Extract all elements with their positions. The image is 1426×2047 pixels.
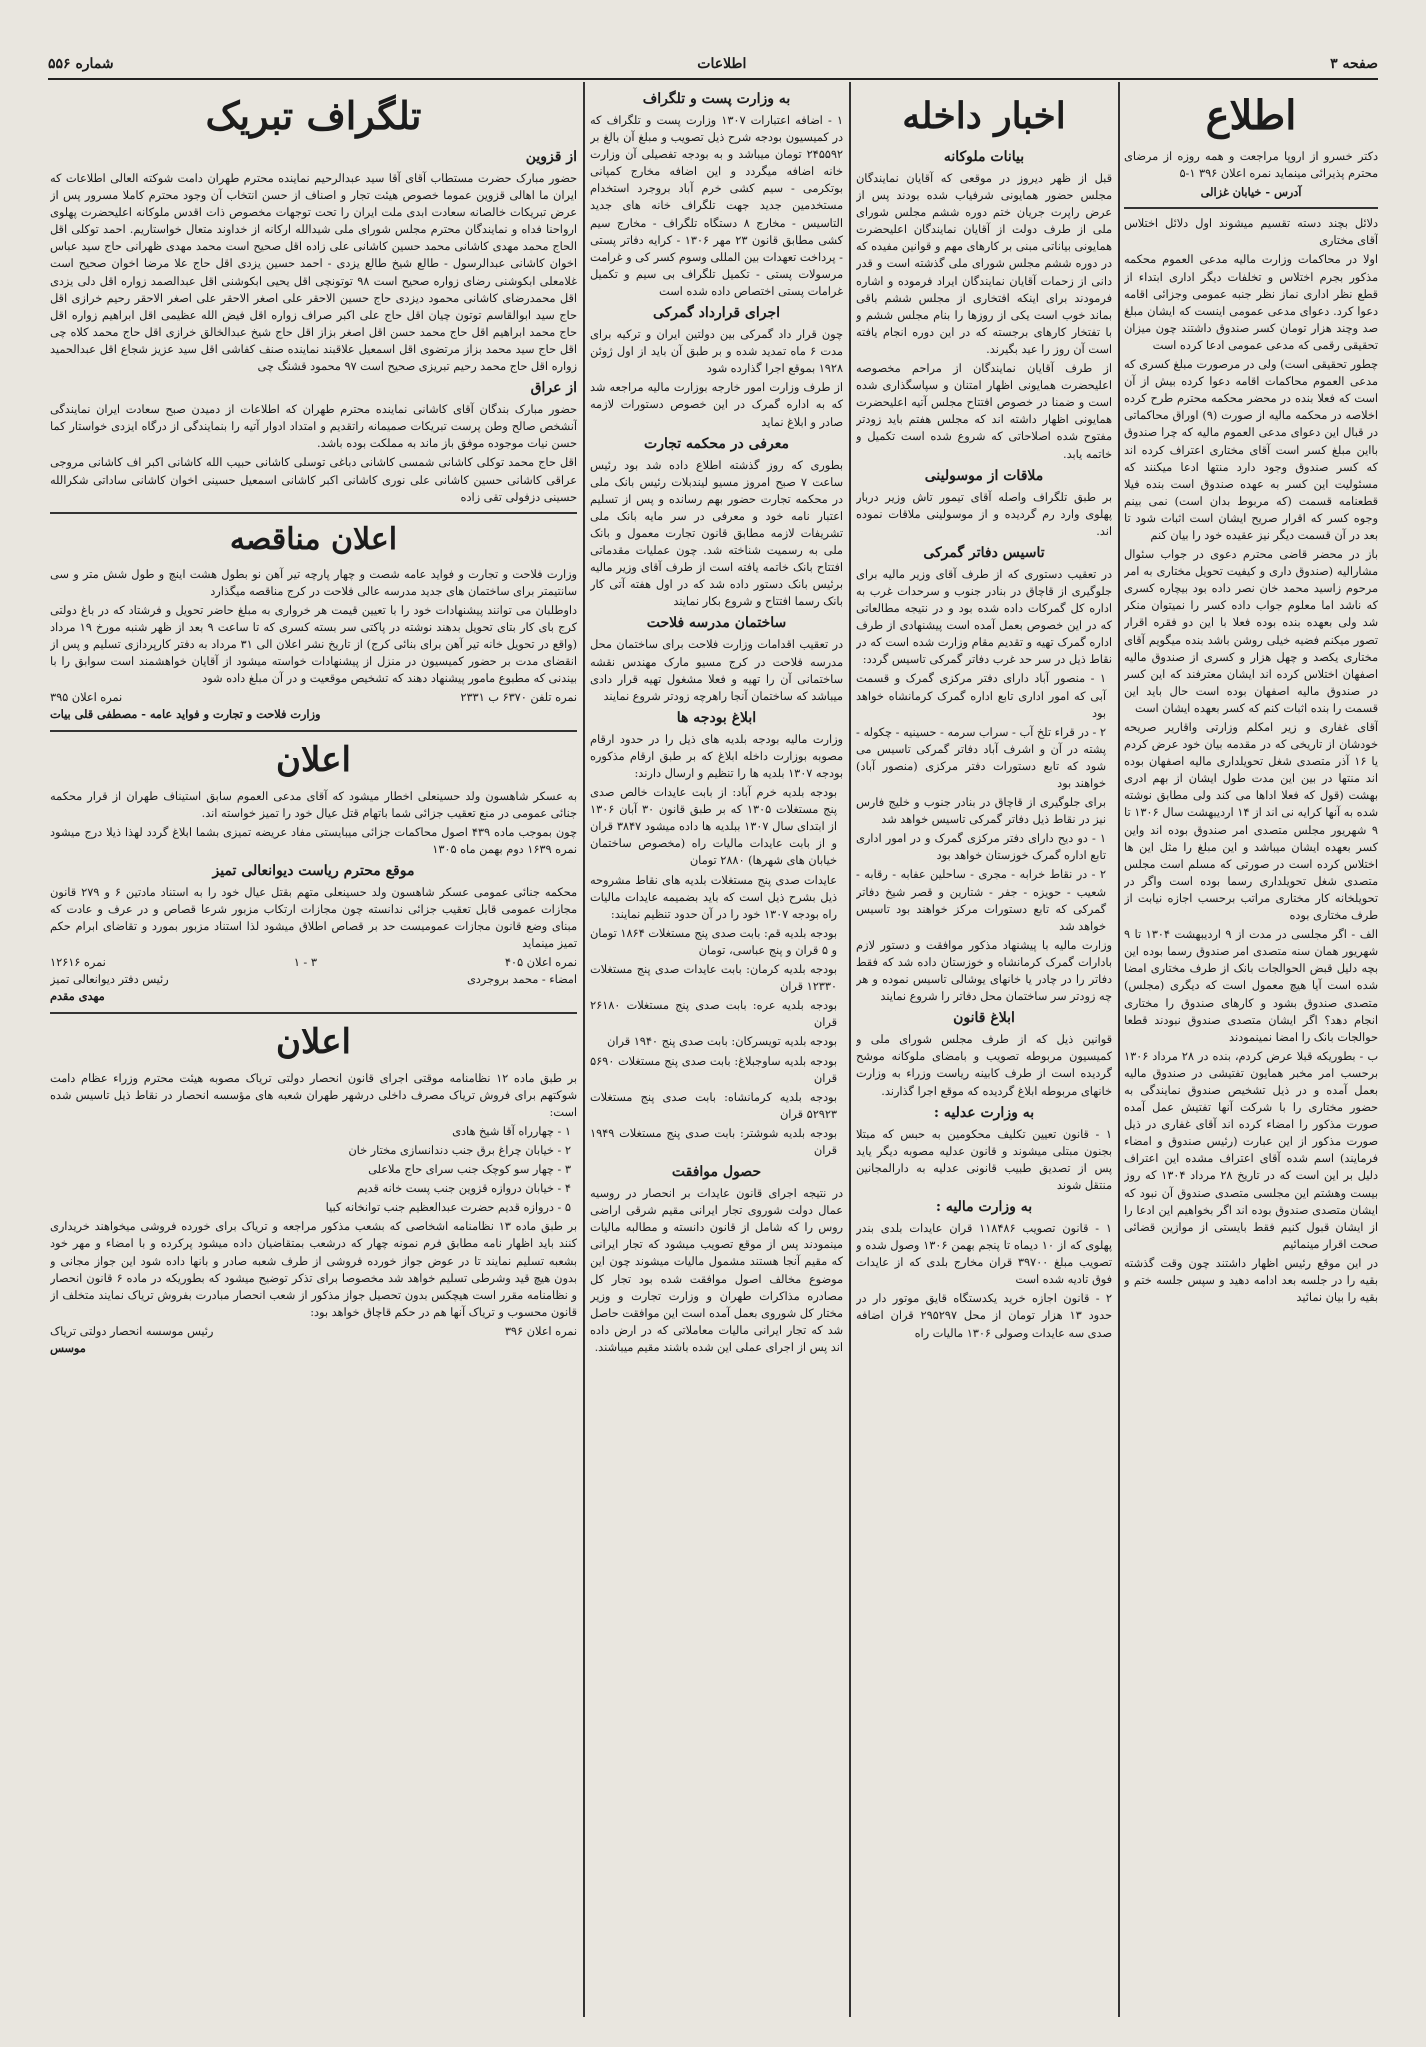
announcement-signature: رئیس موسسه انحصار دولتی تریاک — [50, 1324, 214, 1338]
announcement-footer — [50, 1323, 577, 1340]
paragraph: وزارت فلاحت و تجارت و فواید عامه شصت و چهار پارچه تیر آهن نو بطول هشت اینچ و طول شش متر و سی سانتیمتر برای ساختمان های جدید مدرسه عالی فلاحت در کرج مناقصه میگذارد — [50, 567, 577, 598]
section-heading: ملاقات از موسولینی — [924, 467, 1044, 484]
section-rule — [1124, 207, 1378, 209]
section-heading: به وزارت پست و تلگراف — [642, 91, 791, 107]
branch-item: ۵ - دروازه قدیم حضرت عبدالعظیم جنب توانخانه کبیا — [325, 1201, 571, 1215]
paragraph: در این موقع رئیس اظهار داشتند چون وقت گذشته بقیه را در جلسه بعد ادامه دهید و سپس جلسه ختم و بقیه را بیان نمائید — [1124, 1256, 1378, 1305]
list-item: ۱ - دو دیح دارای دفتر مرکزی گمرک و در امور اداری تابع اداره گمرک خوزستان خواهد بود — [856, 832, 1106, 863]
paragraph: اولا در محاکمات وزارت مالیه مدعی العموم محکمه مذکور بجرم اختلاس و تخلفات دیگر اداری ابتداء از قطع نظر اداری نماز نظر جنبه عمومی وجزائی اقامه دعوا کرد. دعوای مدعی عمومی اینست که ایشان مبلغ صد وچند هزار تومان کسر صندوق داشتند چون میزان تحقیقی رقمی که مدعی عمومی ادعا کرده است — [1124, 253, 1378, 352]
paragraph: در تعقیب اقدامات وزارت فلاحت برای ساختمان محل مدرسه فلاحت در کرج مسیو مارک مهندس نقشه ساختمانی آن را تهیه و فعلا مشغول تهیه قرار دادی میباشد که ساختمان آنجا راهرچه زودتر شروع نمایند — [590, 638, 843, 703]
section-heading: از عراق — [530, 380, 577, 397]
section-heading: ابلاغ بودجه ها — [676, 709, 757, 726]
paragraph: حضور مبارک بندگان آقای کاشانی نماینده محترم طهران که اطلاعات از دمیدن صبح سعادت ایران نمایندگی آنشخص صالح وطن پرست تبریکات صمیمانه راتقدیم و امتداد ادوار آتیه را بنمایندگی از درگاه ایزدی خواستار کما حسن نیات موجوده موفق باز ماند به مملکت بوده باشد. — [50, 403, 577, 451]
paragraph: از طرف آقایان نمایندگان از مراحم مخصوصه اعلیحضرت همایونی اظهار امتنان و سپاسگذاری شده است و ضمنا در خصوص افتتاح مجلس آتیه اعلیحضرت همایونی اظهار داشته اند که مجلس هفتم باید زودتر مفتوح شده اصلاحاتی که شروع شده است تکمیل و خاتمه یابد. — [856, 362, 1112, 461]
section-heading: تاسیس دفاتر گمرکی — [923, 544, 1045, 561]
column-divider — [1118, 82, 1120, 2017]
announcement-title: اعلان — [276, 739, 351, 780]
paragraph: در نتیجه اجرای قانون عایدات بر انحصار در روسیه عمال دولت شوروی تجار ایرانی مقیم شرقی اراضی روس را که شامل از قانون دانسته و مطالبه مالیات مینمودند پس از موقع تصویب میشود که تجار ایرانی که مقیم آنجا هستند مشمول مالیات میشوند چون این موضوع مخالف اصول موافقت شده بود تجار کل مصادره مذاکرات طهران و وزارت تجارت و وزیر مختار کل شوروی بعمل آمده است این موافقت حاصل شد که تجار ایرانی مالیات معاملاتی که در ارض داده اند پس از اجرای عملی این شده باشند مقیم میباشند. — [590, 1187, 843, 1354]
branch-item: ۴ - خیابان دروازه قزوین جنب پست خانه قدیم — [356, 1182, 571, 1196]
section-heading: ابلاغ قانون — [953, 1010, 1015, 1027]
announcement-code: ۳ - ۱ — [293, 956, 317, 970]
budget-item: عایدات صدی پنج مستغلات بلدیه های نقاط مشروحه ذیل بشرح ذیل است که باید بضمیمه عایدات مالیات راه بودجه ۱۳۰۷ خود را در آن حدود تنظیم نمایند: — [590, 873, 837, 921]
tender-phone: نمره تلفن ۶۳۷۰ ب ۲۳۳۱ — [460, 691, 577, 705]
budget-item: بودجه بلدیه کرمان: بابت عایدات صدی پنج مستغلات ۱۲۳۳۰ قران — [590, 963, 837, 994]
announcement-title: اعلان — [276, 1021, 351, 1062]
section-heading: از قزوین — [525, 149, 577, 165]
tender-number: نمره اعلان ۳۹۵ — [50, 691, 123, 705]
list-item: ۲ - در نقاط خرابه - مجری - ساحلین عفابه - رقابه - شعیب - حویزه - جفر - شتارین و قصر شیخ دفاتر گمرکی که تابع دستورات مرکز خواهند بود تاسیس خواهد شد — [856, 868, 1106, 933]
paragraph: آقای غفاری و زیر امکلم وزارتی واقاریر صریحه خودشان از تاریخی که در مقدمه بیان خود عرض کردم یا ۱۶ آذر متصدی شغل تحویلداری مالیه اصفهان بوده اند منتها در بین این مدت طول ایشان از بهم ادری بهشت (قول که فعلا اداها می کند ولی مطابق نوشته شده به آنها کرایه نی اند از ۱۴ اردیبهشت سال ۱۳۰۶ تا ۹ شهریور مجلس متصدی امر صندوق بوده اند واین کسر بعهده ایشان میباشد و این مبلغ را مثل این ها اختلاس کرده است در صورتی که مسلم است مجلس متصدی شغل تحویلداری رسما بوده است واگر در تحویلخانه کار مختاری مراتب برحسب اجازه نیابت از طرف مختاری بوده — [1124, 721, 1378, 923]
paragraph: وزارت مالیه با پیشنهاد مذکور موافقت و دستور لازم بادارات گمرک کرمانشاه و خوزستان داده شد که فقط دفاتر را در چادر یا خانهای یوشالی تاسیس نموده و هر چه زودتر سر ساختمان محل دفاتر را شروع نمایند — [856, 938, 1112, 1004]
announcement-signatures — [50, 971, 577, 988]
paragraph: ب - بطوریکه قبلا عرض کردم، بنده در ۲۸ مرداد ۱۳۰۶ برحسب امر مخبر همایون تفتیشی در صندوق مالیه بعمل آمده و در ذیل تشخیص صندوق نمایندگی به حضور مختاری را با شرکت آنها تفتیش عمل آمده صورت مذکور را امضاء کرده اند آقای غفاری در ذیل صورت مذکور از این عبارت (رئیس صندوق و امضاء فرمایند) اسم شده آقای اعتراف مشده این اعتراف دلیل بر این است که در تاریخ ۲۸ مرداد ۱۳۰۴ که روز بیست وهشتم این مجلسی متصدی صندوق آن نبود که ایشان متصدی صندوق بوده اند اگر بخواهیم این ادعا را از ایشان قبول کنیم فقط بایستی از موازین قضائی صحت اقرار مینمائیم — [1124, 1049, 1378, 1251]
notice-address: آدرس - خیابان غزالی — [1200, 185, 1302, 200]
section-heading: معرفی در محکمه تجارت — [644, 435, 789, 452]
paragraph: چون بموجب ماده ۴۳۹ اصول محاکمات جزائی میبایستی مفاد عریضه تمیزی بشما ابلاغ گردد لهذا ذیلا درج میشود نمره ۱۶۳۹ دوم بهمن ماه ۱۳۰۵ — [50, 825, 577, 856]
paragraph: بطوری که روز گذشته اطلاع داده شد بود رئیس ساعت ۷ صبح امروز مسیو لیندبلات رئیس بانک ملی در محکمه تجارت حضور بهم رسانده و پس از تسلیم اعتبار نامه خود و معرفی در سر مایه بانک ملی تشریفات لازمه مطابق قانون تجارت معمول و بانک ملی به رسمیت شناخته شد. چون عملیات مقدماتی افتتاح بانک خاتمه یافته است از طرف آقای وزیر مالیه برئیس بانک دستور داده شد که در اول هفته آتی کار بانک رسما افتتاح و شروع بکار نمایند — [590, 458, 843, 609]
branch-item: ۲ - خیابان چراغ برق جنب دندانسازی مختار خان — [348, 1143, 571, 1157]
paragraph: در تعقیب دستوری که از طرف آقای وزیر مالیه برای جلوگیری از قاچاق در بنادر جنوب و سرحدات غرب به اداره کل گمرکات داده شده بود و در نتیجه مطالعاتی که در این خصوص بعمل آمده است پیشنهادی از طرف اداره گمرک تهیه و تقدیم مقام وزارت شده است که در نقاط ذیل در سر حد غرب دفاتر گمرکی تاسیس گردد: — [856, 567, 1112, 667]
header-rule — [48, 78, 1378, 80]
paragraph: قوانین ذیل که از طرف مجلس شورای ملی و کمیسیون مربوطه تصویب و بامضای ملوکانه موشح گردیده است از طرف کابینه ریاست وزراء به وزارت خانهای مربوطه ابلاغ گردیده که موقع اجرا گذارند. — [856, 1033, 1112, 1098]
domestic-news-title: اخبار داخله — [902, 95, 1066, 137]
paragraph: قبل از ظهر دیروز در موقعی که آقایان نمایندگان مجلس حضور همایونی شرفیاب شده بودند پس از عرض راپرت جریان ختم دوره ششم مجلس شورای ملی از طرف دولت از آقایان نمایندگان اعلیحضرت همایونی بیاناتی مبنی بر کارهای مهم و قوانین مفیده که در دوره ششم مجلس شورای ملی گذشته است و قدر دانی از زحمات آقایان نمایندگان ایراد فرموده و اشاره فرمودند برای اینکه افتخاری از مجلس ششم باقی بماند خوب است یکی از روزها را بنام مجلس ششم و با تفتخار کارهای برجسته که در این دوره انجام یافته است آن روز را عید بگیرند. — [856, 172, 1112, 356]
paragraph: چطور تحقیقی است) ولی در مرصورت مبلغ کسری که مدعی العموم محاکمات اقامه دعوا کرده بیش از آن است که فعلا بنده در محضر محکمه محترم طرح کرده اخلاصه در محکمه مالیه از صورت (۹) اوراق محاکماتی در قبال این دعوای مدعی العموم مالیه که چرا صندوق بااین مبلغ کسر است آقای مختاری اعتراف کرده اند که کسر صندوق وجود دارد منتها ادعا میکنند که مسئولیت این کسر به عهده صندوق است بنده فیلا قطعنامه قسمت (که مربوط بدان است) نمی بینم وجوه کسر که اقرار صریح ایشان است اثبات شود تا بعد در آن قسمت دیگر نیز عقیده خود را بیان کنم — [1124, 358, 1378, 542]
paragraph: ۲ - قانون اجازه خرید یکدستگاه قایق موتور دار در حدود ۱۳ هزار تومان از محل ۲۹۵۲۹۷ قران اضافه صدی سه عایدات وصولی ۱۳۰۶ مالیات راه — [856, 1292, 1112, 1340]
section-heading: به وزارت عدلیه : — [933, 1104, 1035, 1121]
signature-name: موسس — [50, 1340, 86, 1355]
branch-item: ۳ - چهار سو کوچک جنب سرای حاج ملاعلی — [368, 1163, 571, 1177]
section-heading: به وزارت مالیه : — [935, 1198, 1033, 1215]
budget-item: بودجه بلدیه تویسرکان: بابت صدی پنج ۱۹۴۰ قران — [607, 1035, 837, 1049]
column-1 — [1124, 86, 1378, 2017]
section-rule — [50, 512, 577, 514]
paragraph: وزارت مالیه بودجه بلدیه های ذیل را در حدود ارقام مصوبه بوزارت داخله ابلاغ که بر طبق ارقام مذکوره بودجه ۱۳۰۷ بلدیه ها را تنظیم و ارسال دارند: — [590, 732, 843, 780]
paragraph: داوطلبان می توانند پیشنهادات خود را با تعیین قیمت هر خرواری به مبلغ حاضر تحویل و فرشتاد که در باغ دولتی کرج بای کار بتای تحویل بدهند نوشته در پاکتی سر بسته کسری که تا ساعت ۹ بعد از ظهر شنبه مورخ ۱۹ مرداد (واقع در تحویل خانه تیر آهن برای بنائی کرج) از تاریخ نشر اعلان الی ۳۱ مرداد به دفتر کارپردازی تسلیم و پس از انقضای مدت بر حضور کمیسیون در منزل از پیشنهادات خواسته میشود از آقایان خواهشمند است سوابق را با بیندنی که مطبوع مامور پیشنهاد دهند که تشخیص موقعیت و در آن مبلغ داده شود — [50, 603, 577, 686]
paragraph: از طرف وزارت امور خارجه بوزارت مالیه مراجعه شد که به اداره گمرک در این خصوص دستورات لازمه صادر و ابلاغ نماید — [590, 381, 843, 429]
paragraph: محکمه جنائی عمومی عسکر شاهسون ولد حسینعلی متهم بقتل عیال خود را به استناد مادتین ۶ و ۲۷۹ قانون مجازات عمومی قابل تعقیب جزائی ندانسته چون مجازات ارتکاب مزبور شرعا قصاص و در عرف و عادت که مبنای وضع قانون مجازات عمومیست حد بر قصاص اطلاق میشود لذا استناد مزبور بمورد و تقاضای ابرام حکم تمیز مینماید — [50, 885, 577, 951]
congratulations-title: تلگراف تبریک — [205, 93, 422, 138]
list-item: ۲ - در قراء تلخ آب - سراب سرمه - حسینیه - چکوله - پشته در آن و اشرف آباد دفاتر گمرکی تاسیس می شود که تابع دستورات دفتر مرکزی (منصور آباد) خواهند بود — [856, 725, 1106, 790]
signature: امضاء - محمد بروجردی — [466, 973, 577, 987]
signatories: اقل حاج محمد توکلی کاشانی شمسی کاشانی دباغی توسلی کاشانی حبیب الله کاشانی اکبر اف کاشانی مروجی عراقی کاشانی حسین کاشانی علی نوری کاشانی اکبر کاشانی اسمعیل حسینی اخوان کاشانی ساداتی شکرالله حسینی دزفولی تقی زاده — [50, 456, 577, 504]
announcement-number: نمره اعلان ۴۰۵ — [504, 956, 577, 970]
announcement-footer — [50, 954, 577, 971]
budget-item: بودجه بلدیه ساوجبلاغ: بابت صدی پنج مستغلات ۵۶۹۰ قران — [590, 1054, 837, 1085]
section-rule — [50, 730, 577, 732]
budget-item: بودجه بلدیه کرمانشاه: بابت صدی پنج مستغلات ۵۲۹۲۳ قران — [590, 1090, 837, 1121]
section-heading: موقع محترم ریاست دیوانعالی تمیز — [212, 862, 415, 879]
paragraph: ۱ - اضافه اعتبارات ۱۳۰۷ وزارت پست و تلگراف که در کمیسیون بودجه شرح ذیل تصویب و مبلغ آن بالغ بر ۲۴۵۵۹۲ تومان میباشد و به بودجه تفصیلی آن وزارت خانه اضافه میگردد و این اضافه مخارج کمپانی بوتکرمی - سیم کشی خرم آباد بروجرد استخدام مستخدمین جدید جهت تلگراف خانه های جدید التاسیس - مخارج ۸ دستگاه تلگراف - مخارج سیم کشی مطابق قانون ۲۳ مهر ۱۳۰۶ - کرایه دفاتر پستی - پرداخت تعهدات بین المللی وسوم کسر کی و غرامت مرسولات پستی - تکمیل تلگراف بی سیم و تکمیل غرامات پستی اختصاص داده شده است — [590, 114, 843, 298]
column-4 — [50, 86, 577, 2017]
page-number: صفحه ۳ — [1330, 56, 1378, 72]
paragraph: ۱ - قانون تصویب ۱۱۸۴۸۶ قران عایدات بلدی بندر پهلوی که از ۱۰ دیماه تا پنجم بهمن ۱۳۰۶ وصول شده و تصویب مبلغ ۳۹۷۰۰ قران مخارج بلدی که از عایدات فوق تادیه شده است — [856, 1221, 1112, 1287]
paragraph: چون قرار داد گمرکی بین دولتین ایران و ترکیه برای مدت ۶ ماه تمدید شده و بر طبق آن باید از اول ژوئن ۱۹۲۸ بموقع اجرا گذارده شود — [590, 328, 843, 376]
section-heading: ساختمان مدرسه فلاحت — [646, 615, 787, 632]
paragraph: دلائل بچند دسته تقسیم میشوند اول دلائل اختلاس آقای مختاری — [1124, 217, 1378, 248]
column-divider — [849, 82, 851, 2017]
column-3 — [590, 86, 843, 2017]
paragraph: ۱ - قانون تعیین تکلیف محکومین به حبس که مبتلا بجنون مبتلی میشوند و قانون عدلیه مصوبه دیگر یاید پس از تصدیق طبیب قانونی عدلیه به دارالمجانین منتقل شوند — [856, 1127, 1112, 1192]
budget-item: بودجه بلدیه خرم آباد: از بابت عایدات خالص صدی پنج مستغلات ۱۳۰۵ که بر طبق قانون ۳۰ آبان ۱۳۰۶ از ابتدای سال ۱۳۰۷ ببلدیه ها داده میشود ۳۸۴۷ قران و از بابت عایدات مالیات راه (مخصوص ساختمان خیابان های شهرها) ۲۸۸۰ تومان — [590, 786, 838, 868]
tender-title: اعلان مناقصه — [229, 521, 398, 557]
list-item: برای جلوگیری از قاچاق در بنادر جنوب و خلیج فارس نیز در نقاط ذیل دفاتر گمرکی تاسیس خواهد شد — [856, 796, 1106, 827]
list-item: ۱ - منصور آباد دارای دفتر مرکزی گمرک و قسمت آبی که امور اداری تابع اداره گمرک کرمانشاه خواهد بود — [856, 672, 1106, 720]
notice-intro: دکتر خسرو از اروپا مراجعت و همه روزه از مرضای محترم پذیرائی مینماید نمره اعلان ۳۹۶ ۱-۵ — [1124, 150, 1378, 181]
newspaper-name: اطلاعات — [697, 56, 747, 72]
tender-signature: وزارت فلاحت و تجارت و فواید عامه - مصطفی قلی بیات — [50, 707, 321, 722]
signature-title: رئیس دفتر دیوانعالی تمیز — [50, 973, 169, 987]
paragraph: باز در محضر قاضی محترم دعوی در جواب سئوال مشاراليه (صندوق داری و کیفیت تحویل مختاری به امر مرحوم زاسید محمد خان نصر داده بود بیچاره کسری که ناشد اما معلوم جواب داده کسر را نمیتوان منکر شد ولی بعهده بنده بوده فعلا با این دو فقره اقرار تصور میکنم فضیه خیلی روشن باشد بنده میگویم آقای مختاری یکصد و چهل هزار و کسری از صندوق مالیه اصفهان اختلاس کرده اند ایشان معترفند که این کسر در صندوق مالیه اصفهان بوده است حال باید این قسمت را بنده اثبات کنم که کسر بعهده ایشان است — [1124, 548, 1378, 715]
page-header — [48, 52, 1378, 76]
section-heading: بیانات ملوکانه — [943, 149, 1025, 165]
paragraph: بر طبق تلگراف واصله آقای تیمور تاش وزیر دربار پهلوی وارد رم گردیده و از موسولینی ملاقات نموده اند. — [856, 490, 1112, 538]
paragraph: به عسکر شاهسون ولد حسینعلی اخطار میشود که آقای مدعی العموم سابق استیناف طهران از قرار محکمه جنائی عمومی در منع تعقیب جزائی شما باتهام قتل عیال خود را تمیز خواسته اند. — [50, 789, 577, 820]
announcement-number: نمره اعلان ۳۹۶ — [504, 1324, 577, 1338]
section-heading: حصول موافقت — [671, 1164, 762, 1181]
issue-number: شماره ۵۵۶ — [48, 56, 114, 72]
column-2 — [856, 86, 1112, 2017]
branch-item: ۱ - چهارراه آقا شیخ هادی — [452, 1124, 571, 1138]
paragraph: بر طبق ماده ۱۲ نظامنامه موقتی اجرای قانون انحصار دولتی تریاک مصوبه هیئت محترم وزراء عظام دامت شوکتهم برای فروش تریاک مصرف داخلی درشهر طهران شعبه های مؤسسه انحصار در نقاط ذیل تاسیس شده است: — [50, 1071, 577, 1119]
budget-item: بودجه بلدیه عره: بابت صدی پنج مستغلات ۲۶۱۸۰ قران — [590, 999, 837, 1030]
paragraph: حضور مبارک حضرت مستطاب آقای آقا سید عبدالرحیم نماینده محترم طهران دامت شوکته العالی اطلاعات که ایران ما اهالی قزوین عموما خصوص هیئت تجار و اصناف از حسن انتخاب آن وجود محترم کاملا مسرور پس از عرض تبریکات خالصانه سعادت ابدی ملت ایران را تحت توجهات مخصوص ذات اقدس ملوکانه اعلیحضرت پهلوی ارواحنا فداه و نمایندگان محترم مجلس شورای ملی شیدالله ارکانه از خداوند متعال خواستاریم. احمد توکلی اقل الحاج محمد مهدی کاشانی محمد حسین کاشانی علی زاده اقل صحیح است محمد مهدی ظهرانی حاج سید عباس اخوان کاشانی عبدالرسول - طالع شیخ طالع یزدی - احمد حسین یزدی اقل حاج علا مرضا اخوان صحیح است غلامعلی ابکوشنی رضای زواره صحیح است ۹۸ توتونچی اقل یحیی ابکوشنی اقل عبدالصمد زواره اقل دلی یزدی اقل محمدرضای کاشانی محمود دیزدی حاج حسین الاحقر علی اصغر الاحقر علی اصغر الاحقر رحیم خرازی اقل حاج سید ابوالقاسم توتون چیان اقل حاج علی اکبر صراف زواره اقل فیض الله عظیمی اقل ابراهیم زواره اقل حاج محمد ابراهیم اقل حاج محمد حسن اقل اصغر بزاز اقل حاج شیخ عبدالخالق خرازی اقل حاج محمد کلاه چی اقل حاج سید محمد بزاز مرتضوی اقل اسمعیل علاقبند نماینده صنف کفاشی اقل سید عزیز شجاع اقل عبدالحمید زواره اقل حاج محمد رحیم تبریزی صحیح است ۹۷ محمود قشنگ چی — [50, 172, 577, 374]
section-heading: اجرای قرارداد گمرکی — [652, 305, 781, 322]
section-rule — [50, 1012, 577, 1014]
paragraph: الف - اگر مجلسی در مدت از ۹ اردیبهشت ۱۳۰۴ تا ۹ شهریور همان سنه متصدی امر صندوق رسما بوده این بچه دلیل قبض الحوالجات بانک از طرف مختاری امضا شده است آیا هیچ معمول است که دیگری (مجلس) متصدی صندوق بشود و کارهای صندوق را مختاری انجام دهد؟ اگر ایشان متصدی صندوق نبودند قطعا حوالجات بانک را امضا نمینمودند — [1124, 928, 1378, 1044]
signature-name: مهدی مقدم — [50, 989, 105, 1004]
announcement-index: نمره ۱۲۶۱۶ — [50, 956, 106, 970]
budget-item: بودجه بلدیه شوشتر: بابت صدی پنج مستغلات ۱۹۴۹ قران — [590, 1126, 837, 1157]
column-divider — [583, 82, 585, 2017]
paragraph: بر طبق ماده ۱۳ نظامنامه اشخاصی که بشعب مذکور مراجعه و تریاک برای خورده فروشی میخواهند خریداری کنند باید اظهار نامه مطابق فرم نمونه چهار که درشعب بمتقاضیان داده میشود پرکرده و با امضاء و مهر خود بشعبه تسلیم نمایند تا در عوض جواز خورده فروشی از طرف شعبه صادر و بانها داده شود این جواز مجانی و بدون هیچ قید وشرطی تسلیم خواهد شد مخصوصا برای تذکر توضیح میشود که بطوریکه در ماده ۶ قانون انحصار و نظامنامه مقرر است هیچکس بدون تحصیل جواز مذکور از شعب انحصار مبادرت بفروش تریاک نمایند متخلف از قانون محسوب و تریاک آنها هم در حکم قاچاق خواهد بود: — [50, 1220, 577, 1319]
tender-footer — [50, 689, 577, 706]
notice-title: اطلاع — [1205, 92, 1297, 139]
budget-item: بودجه بلدیه قم: بابت صدی پنج مستغلات ۱۸۶۴ تومان و ۵ قران و پنج عباسی، تومان — [590, 926, 837, 957]
